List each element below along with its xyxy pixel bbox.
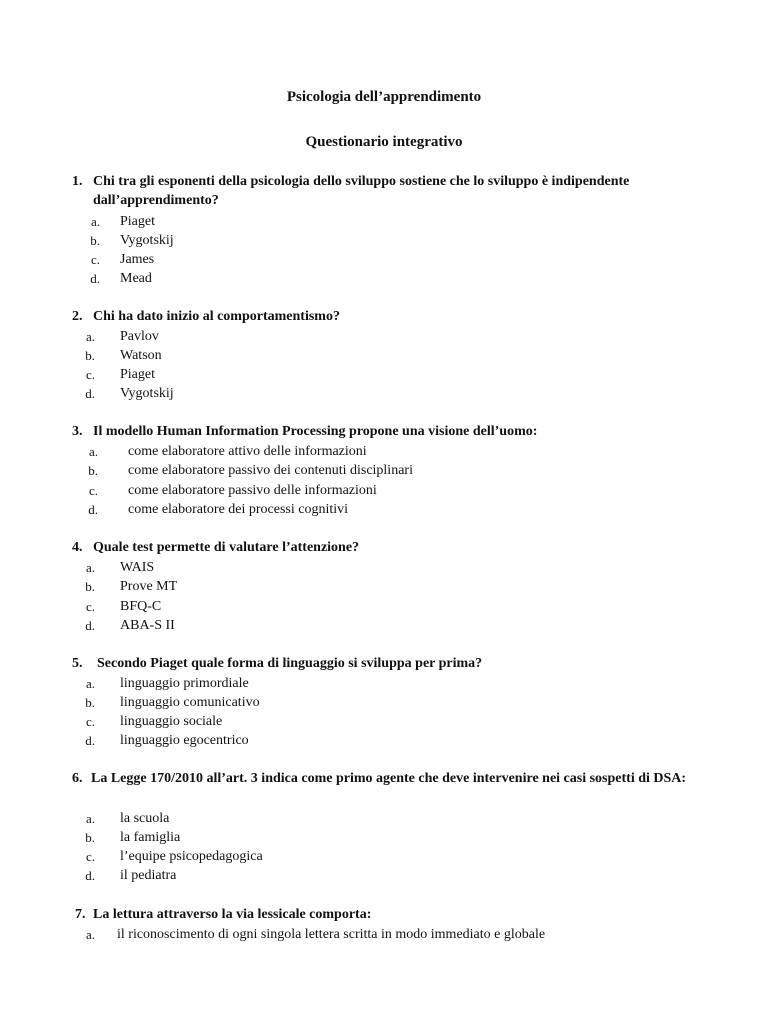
option-text: Mead	[120, 271, 152, 286]
option-text: linguaggio primordiale	[120, 676, 249, 691]
question-number: 6.	[72, 771, 83, 786]
option-text: Piaget	[120, 214, 155, 229]
question-number: 5.	[72, 656, 83, 671]
option-text: BFQ-C	[120, 599, 162, 614]
question-number: 7.	[75, 907, 86, 922]
question-text: Secondo Piaget quale forma di linguaggio si sviluppa per prima?	[97, 656, 483, 671]
option-letter: d.	[88, 502, 98, 517]
question-number: 1.	[72, 174, 83, 189]
option-text: linguaggio sociale	[120, 714, 223, 729]
option-text: Vygotskij	[120, 233, 174, 248]
question-text: Chi ha dato inizio al comportamentismo?	[93, 309, 340, 324]
option-text: il pediatra	[120, 868, 177, 883]
option-text: linguaggio egocentrico	[120, 733, 249, 748]
option-letter: d.	[90, 271, 100, 286]
option-text: il riconoscimento di ogni singola lettera scritta in modo immediato e globale	[117, 927, 546, 942]
option-letter: c.	[85, 714, 95, 729]
option-letter: b.	[85, 830, 95, 845]
option-letter: a.	[85, 927, 95, 942]
option-letter: c.	[85, 849, 95, 864]
question-number: 2.	[72, 309, 83, 324]
option-letter: b.	[85, 579, 95, 594]
question-text: Il modello Human Information Processing propone una visione dell’uomo:	[93, 424, 538, 439]
question-text: Quale test permette di valutare l’attenzione?	[93, 540, 360, 555]
option-letter: c.	[88, 483, 98, 498]
option-text: Vygotskij	[120, 386, 174, 401]
option-text: Prove MT	[120, 579, 178, 594]
option-letter: b.	[85, 348, 95, 363]
option-text: la scuola	[120, 811, 170, 826]
option-letter: c.	[85, 367, 95, 382]
option-letter: a.	[85, 560, 95, 575]
option-text: l’equipe psicopedagogica	[120, 849, 263, 864]
option-text: WAIS	[120, 560, 155, 575]
option-letter: d.	[85, 733, 95, 748]
option-letter: a.	[85, 811, 95, 826]
document-title: Psicologia dell’apprendimento	[286, 89, 482, 105]
option-letter: d.	[85, 618, 95, 633]
option-text: la famiglia	[120, 830, 181, 845]
option-text: Watson	[120, 348, 162, 363]
question-number: 4.	[72, 540, 83, 555]
option-text: ABA-S II	[120, 618, 175, 633]
question-text: La lettura attraverso la via lessicale comporta:	[93, 907, 372, 922]
option-text: come elaboratore passivo delle informazioni	[128, 483, 377, 498]
option-letter: c.	[90, 252, 100, 267]
option-text: Piaget	[120, 367, 155, 382]
document-subtitle: Questionario integrativo	[305, 134, 463, 150]
option-letter: d.	[85, 868, 95, 883]
option-letter: b.	[88, 463, 98, 478]
option-letter: a.	[88, 444, 98, 459]
question-number: 3.	[72, 424, 83, 439]
option-text: James	[120, 252, 155, 267]
question-text: La Legge 170/2010 all’art. 3 indica come primo agente che deve intervenire nei casi sospetti di DSA:	[91, 771, 687, 786]
option-text: come elaboratore dei processi cognitivi	[128, 502, 349, 517]
option-letter: a.	[85, 329, 95, 344]
option-text: come elaboratore attivo delle informazioni	[128, 444, 367, 459]
option-letter: a.	[85, 676, 95, 691]
option-text: come elaboratore passivo dei contenuti disciplinari	[128, 463, 413, 478]
question-text: Chi tra gli esponenti della psicologia dello sviluppo sostiene che lo sviluppo è indipendente dall’apprendimento?	[93, 174, 630, 208]
option-letter: a.	[90, 214, 100, 229]
option-text: Pavlov	[120, 329, 159, 344]
option-letter: d.	[85, 386, 95, 401]
option-letter: c.	[85, 599, 95, 614]
option-letter: b.	[85, 695, 95, 710]
option-text: linguaggio comunicativo	[120, 695, 260, 710]
option-letter: b.	[90, 233, 100, 248]
